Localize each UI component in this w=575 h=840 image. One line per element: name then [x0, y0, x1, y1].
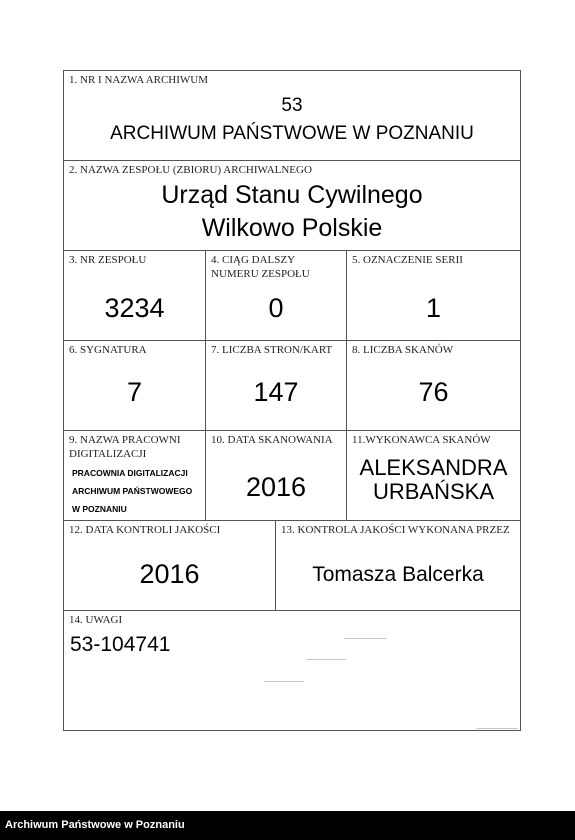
- scans-value: 76: [418, 377, 449, 407]
- pages-value: 147: [253, 377, 299, 407]
- scans-label: 8. LICZBA SKANÓW: [352, 344, 454, 356]
- qc-date-cell: [64, 521, 275, 610]
- signature-cell: [64, 341, 205, 430]
- remarks-label: 14. UWAGI: [69, 614, 123, 626]
- quality-control-section: [64, 521, 520, 611]
- qc-date-label: 12. DATA KONTROLI JAKOŚCI: [69, 524, 221, 536]
- archive-metadata-card: [63, 70, 521, 731]
- lab-cell: [64, 431, 205, 520]
- fonds-number-cell: [64, 251, 205, 340]
- operator-line1: ALEKSANDRA: [359, 455, 508, 480]
- pages-label: 7. LICZBA STRON/KART: [211, 344, 333, 356]
- operator-line2: URBAŃSKA: [372, 479, 495, 504]
- counts-section: [64, 341, 520, 431]
- qc-date-value: 2016: [139, 559, 200, 589]
- series-cell: [346, 251, 520, 340]
- faint-line: [476, 728, 518, 729]
- scan-date-cell: [205, 431, 346, 520]
- archive-name: ARCHIWUM PAŃSTWOWE W POZNANIU: [110, 123, 474, 144]
- fonds-continuation-cell: [205, 251, 346, 340]
- digitization-section: [64, 431, 520, 521]
- lab-line1: PRACOWNIA DIGITALIZACJI: [72, 468, 188, 478]
- lab-label: 9. NAZWA PRACOWNI DIGITALIZACJI: [69, 434, 181, 460]
- archive-number: 53: [281, 95, 303, 116]
- remarks-value: 53-104741: [70, 633, 171, 656]
- scan-date-value: 2016: [245, 472, 307, 502]
- footer-bar: [0, 811, 575, 840]
- lab-line2: ARCHIWUM PAŃSTWOWEGO: [72, 486, 193, 496]
- fonds-number-label: 3. NR ZESPOŁU: [69, 254, 147, 266]
- faint-line: [344, 638, 386, 639]
- fonds-numbers-section: [64, 251, 520, 341]
- signature-label: 6. SYGNATURA: [69, 344, 147, 356]
- qc-by-cell: [275, 521, 520, 610]
- fonds-continuation-label: 4. CIĄG DALSZY NUMERU ZESPOŁU: [211, 254, 310, 280]
- pages-cell: [205, 341, 346, 430]
- fonds-number-value: 3234: [104, 293, 165, 323]
- operator-cell: [346, 431, 520, 520]
- fonds-name-line2: Wilkowo Polskie: [201, 214, 383, 242]
- remarks-section: [64, 611, 520, 730]
- archive-section: [64, 71, 520, 161]
- archive-label: 1. NR I NAZWA ARCHIWUM: [69, 74, 209, 86]
- qc-by-value: Tomasza Balcerka: [312, 563, 484, 586]
- fonds-name-section: [64, 161, 520, 251]
- series-label: 5. OZNACZENIE SERII: [352, 254, 463, 266]
- scans-cell: [346, 341, 520, 430]
- series-value: 1: [425, 293, 442, 323]
- faint-line: [264, 681, 304, 682]
- fonds-name-label: 2. NAZWA ZESPOŁU (ZBIORU) ARCHIWALNEGO: [69, 164, 312, 176]
- operator-label: 11.WYKONAWCA SKANÓW: [352, 434, 491, 446]
- lab-line3: W POZNANIU: [72, 504, 127, 514]
- fonds-name-line1: Urząd Stanu Cywilnego: [161, 181, 423, 209]
- signature-value: 7: [126, 377, 143, 407]
- footer-text: Archiwum Państwowe w Poznaniu: [5, 819, 185, 831]
- scan-date-label: 10. DATA SKANOWANIA: [211, 434, 333, 446]
- fonds-continuation-value: 0: [268, 293, 284, 323]
- qc-by-label: 13. KONTROLA JAKOŚCI WYKONANA PRZEZ: [281, 524, 510, 536]
- faint-line: [306, 659, 346, 660]
